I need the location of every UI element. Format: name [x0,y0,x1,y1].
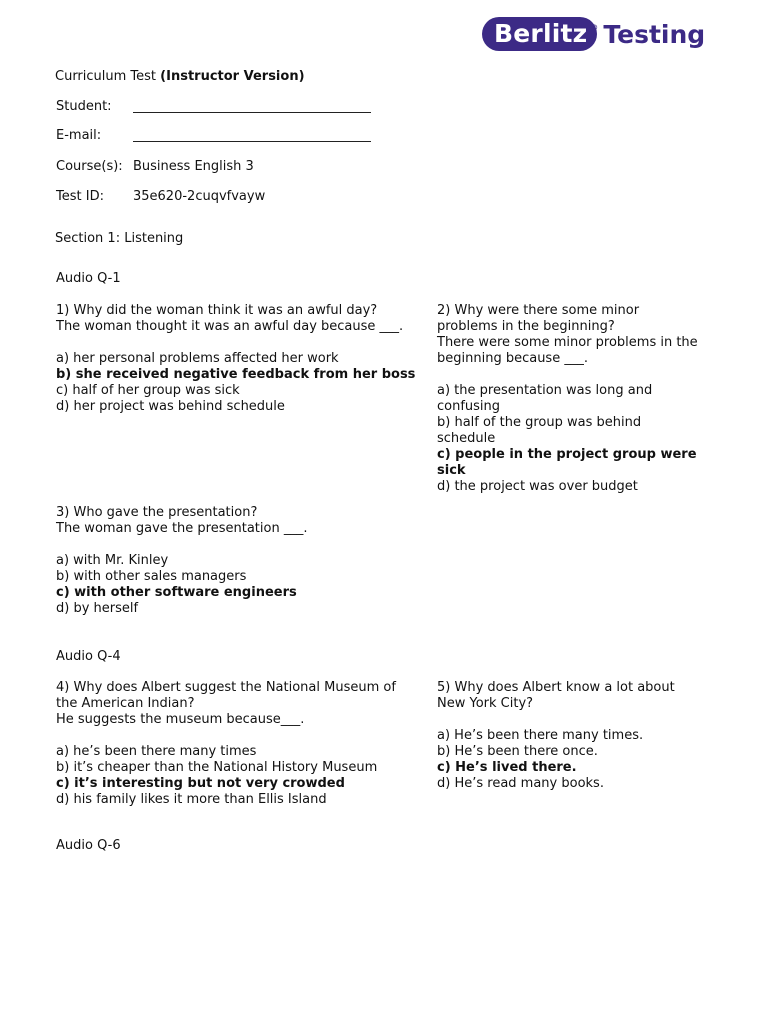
question-4 [56,680,416,808]
answer-option: d) his family likes it more than Ellis Island [56,792,327,807]
answer-option-correct: b) she received negative feedback from her boss [56,367,416,382]
email-label: E-mail: [56,128,102,143]
question-prompt: 4) Why does Albert suggest the National Museum of the American Indian? [56,680,396,711]
logo-brand-pill [482,17,597,51]
testid-row [56,189,265,204]
answer-option: d) the project was over budget [437,479,638,494]
question-5 [437,680,687,792]
testid-label: Test ID: [56,189,104,204]
answer-option: b) with other sales managers [56,569,247,584]
answer-option-correct: c) it’s interesting but not very crowded [56,776,345,791]
berlitz-testing-logo [482,17,705,51]
question-stem: There were some minor problems in the beginning because ___. [437,335,698,366]
document-title-text: Curriculum Test [55,69,157,84]
audio-label-q4: Audio Q-4 [56,649,121,664]
answer-option: b) He’s been there once. [437,744,598,759]
courses-value: Business English 3 [133,159,254,174]
answer-option: d) her project was behind schedule [56,399,285,414]
email-blank-line[interactable] [133,128,371,142]
question-prompt: 2) Why were there some minor problems in the beginning? [437,303,640,334]
answer-option-correct: c) with other software engineers [56,585,297,600]
answer-options [437,383,699,495]
audio-label-q6: Audio Q-6 [56,838,121,853]
answer-options [56,351,416,415]
answer-options [56,744,416,808]
student-label: Student: [56,99,112,114]
student-blank-line[interactable] [133,99,371,113]
question-prompt: 5) Why does Albert know a lot about New York City? [437,680,675,711]
logo-brand-text: Berlitz [494,19,588,48]
testid-value: 35e620-2cuqvfvayw [133,189,266,204]
question-stem: The woman gave the presentation ___. [56,521,308,536]
answer-option: a) with Mr. Kinley [56,553,169,568]
question-3 [56,505,416,617]
answer-option: a) the presentation was long and confusing [437,383,653,414]
answer-option: a) He’s been there many times. [437,728,644,743]
question-prompt: 1) Why did the woman think it was an awful day? [56,303,378,318]
student-row [56,99,371,114]
document-title [55,69,305,84]
answer-option-correct: c) people in the project group were sick [437,447,697,478]
answer-option: d) by herself [56,601,139,616]
answer-option: b) it’s cheaper than the National History Museum [56,760,378,775]
audio-label-q1: Audio Q-1 [56,271,121,286]
courses-row [56,159,254,174]
question-stem: The woman thought it was an awful day because ___. [56,319,404,334]
answer-option: a) her personal problems affected her work [56,351,339,366]
question-2 [437,303,699,495]
answer-option: a) he’s been there many times [56,744,257,759]
question-stem: He suggests the museum because___. [56,712,305,727]
section-title: Section 1: Listening [55,231,184,246]
answer-option: b) half of the group was behind schedule [437,415,642,446]
logo-suffix-text: Testing [603,19,706,49]
courses-label: Course(s): [56,159,123,174]
answer-options [437,728,687,792]
answer-option: c) half of her group was sick [56,383,240,398]
answer-option: d) He’s read many books. [437,776,604,791]
question-1 [56,303,416,415]
question-prompt: 3) Who gave the presentation? [56,505,258,520]
document-title-version: (Instructor Version) [160,69,305,84]
answer-options [56,553,416,617]
logo-registered-mark: ® [590,23,599,32]
email-row [56,128,371,143]
answer-option-correct: c) He’s lived there. [437,760,577,775]
